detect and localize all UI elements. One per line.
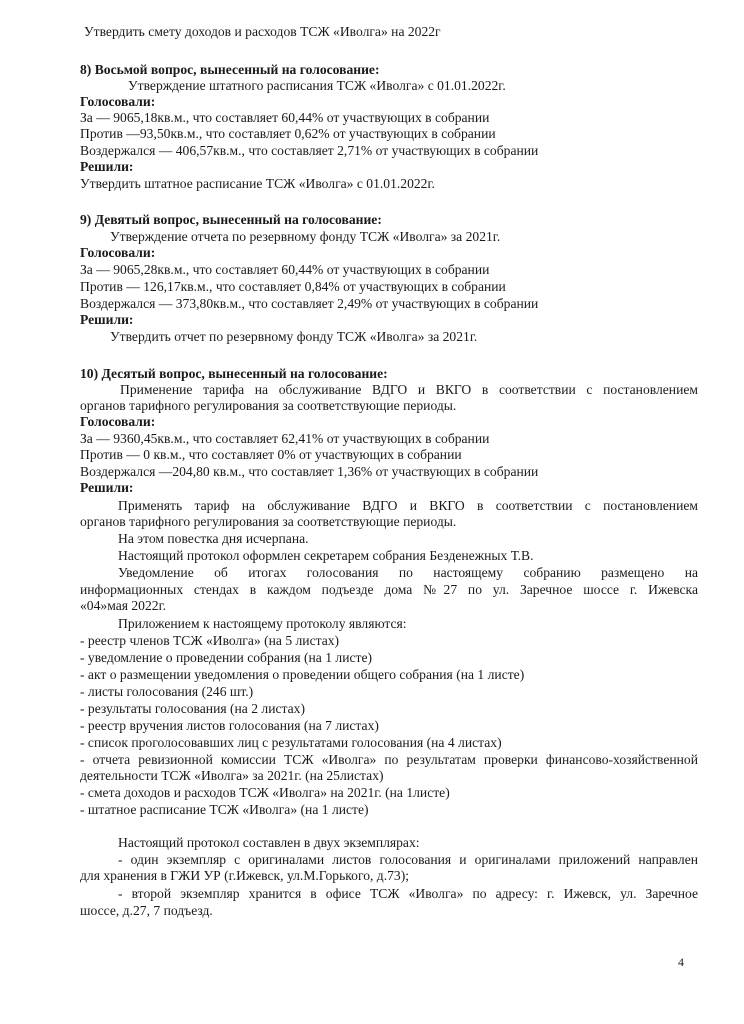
q10-vote-against: Против — 0 кв.м., что составляет 0% от участвующих в собрании xyxy=(80,447,462,462)
attachment-item: - список проголосовавших лиц с результатами голосования (на 4 листах) xyxy=(80,735,502,750)
q9-voted-label: Голосовали: xyxy=(80,245,156,260)
q9-vote-abstain: Воздержался — 373,80кв.м., что составляет 2,49% от участвующих в собрании xyxy=(80,296,539,311)
attachment-item: - штатное расписание ТСЖ «Иволга» (на 1 листе) xyxy=(80,802,369,817)
copies-intro: Настоящий протокол составлен в двух экземплярах: xyxy=(118,835,420,850)
notice-line1: Уведомление об итогах голосования по настоящему собранию размещено на xyxy=(118,565,698,580)
attachment-item: деятельности ТСЖ «Иволга» за 2021г. (на 25листах) xyxy=(80,768,384,783)
top-line: Утвердить смету доходов и расходов ТСЖ «Иволга» на 2022г xyxy=(84,24,441,39)
q8-vote-for: За — 9065,18кв.м., что составляет 60,44% от участвующих в собрании xyxy=(80,110,490,125)
q9-decided-label: Решили: xyxy=(80,312,134,327)
q8-vote-against: Против —93,50кв.м., что составляет 0,62% от участвующих в собрании xyxy=(80,126,496,141)
attachments-intro: Приложением к настоящему протоколу являются: xyxy=(118,616,407,631)
q9-heading: 9) Девятый вопрос, вынесенный на голосование: xyxy=(80,212,382,227)
q10-heading: 10) Десятый вопрос, вынесенный на голосование: xyxy=(80,366,388,381)
q9-vote-for: За — 9065,28кв.м., что составляет 60,44% от участвующих в собрании xyxy=(80,262,490,277)
q8-decision: Утвердить штатное расписание ТСЖ «Иволга» с 01.01.2022г. xyxy=(80,176,435,191)
attachment-item: - акт о размещении уведомления о проведении общего собрания (на 1 листе) xyxy=(80,667,525,682)
copies-second-line2: шоссе, д.27, 7 подъезд. xyxy=(80,903,213,918)
agenda-done: На этом повестка дня исчерпана. xyxy=(118,531,309,546)
q8-heading: 8) Восьмой вопрос, вынесенный на голосование: xyxy=(80,62,380,77)
q8-text: Утверждение штатного расписания ТСЖ «Иволга» с 01.01.2022г. xyxy=(128,78,506,93)
attachment-item: - результаты голосования (на 2 листах) xyxy=(80,701,305,716)
copies-first-line1: - один экземпляр с оригиналами листов голосования и оригиналами приложений направлен xyxy=(118,852,698,867)
q8-voted-label: Голосовали: xyxy=(80,94,156,109)
attachment-item: - смета доходов и расходов ТСЖ «Иволга» на 2021г. (на 1листе) xyxy=(80,785,450,800)
q10-vote-abstain: Воздержался —204,80 кв.м., что составляет 1,36% от участвующих в собрании xyxy=(80,464,539,479)
attachment-item: - реестр вручения листов голосования (на 7 листах) xyxy=(80,718,379,733)
q10-decision-line1: Применять тариф на обслуживание ВДГО и ВКГО в соответствии с постановлением xyxy=(118,498,698,513)
notice-line3: «04»мая 2022г. xyxy=(80,598,167,613)
attachment-item: - уведомление о проведении собрания (на 1 листе) xyxy=(80,650,372,665)
q8-vote-abstain: Воздержался — 406,57кв.м., что составляет 2,71% от участвующих в собрании xyxy=(80,143,539,158)
notice-line2: информационных стендах в каждом подъезде дома №27 по ул. Заречное шоссе г. Ижевска xyxy=(80,582,698,597)
q10-text-line2: органов тарифного регулирования за соответствующие периоды. xyxy=(80,398,457,413)
q10-voted-label: Голосовали: xyxy=(80,414,156,429)
page-number: 4 xyxy=(678,955,684,969)
q10-vote-for: За — 9360,45кв.м., что составляет 62,41% от участвующих в собрании xyxy=(80,431,490,446)
attachment-item: - отчета ревизионной комиссии ТСЖ «Иволга» по результатам проверки финансово-хозяйственной xyxy=(80,752,698,767)
q10-text-line1: Применение тарифа на обслуживание ВДГО и ВКГО в соответствии с постановлением xyxy=(120,382,698,397)
q9-decision: Утвердить отчет по резервному фонду ТСЖ «Иволга» за 2021г. xyxy=(110,329,478,344)
copies-first-line2: для хранения в ГЖИ УР (г.Ижевск, ул.М.Горького, д.73); xyxy=(80,868,410,883)
attachment-item: - реестр членов ТСЖ «Иволга» (на 5 листах) xyxy=(80,633,340,648)
q8-decided-label: Решили: xyxy=(80,159,134,174)
attachment-item: - листы голосования (246 шт.) xyxy=(80,684,254,699)
q9-text: Утверждение отчета по резервному фонду ТСЖ «Иволга» за 2021г. xyxy=(110,229,501,244)
q9-vote-against: Против — 126,17кв.м., что составляет 0,84% от участвующих в собрании xyxy=(80,279,506,294)
q10-decided-label: Решили: xyxy=(80,480,134,495)
copies-second-line1: - второй экземпляр хранится в офисе ТСЖ «Иволга» по адресу: г. Ижевск, ул. Заречное xyxy=(118,886,698,901)
q10-decision-line2: органов тарифного регулирования за соответствующие периоды. xyxy=(80,514,457,529)
secretary-line: Настоящий протокол оформлен секретарем собрания Безденежных Т.В. xyxy=(118,548,534,563)
